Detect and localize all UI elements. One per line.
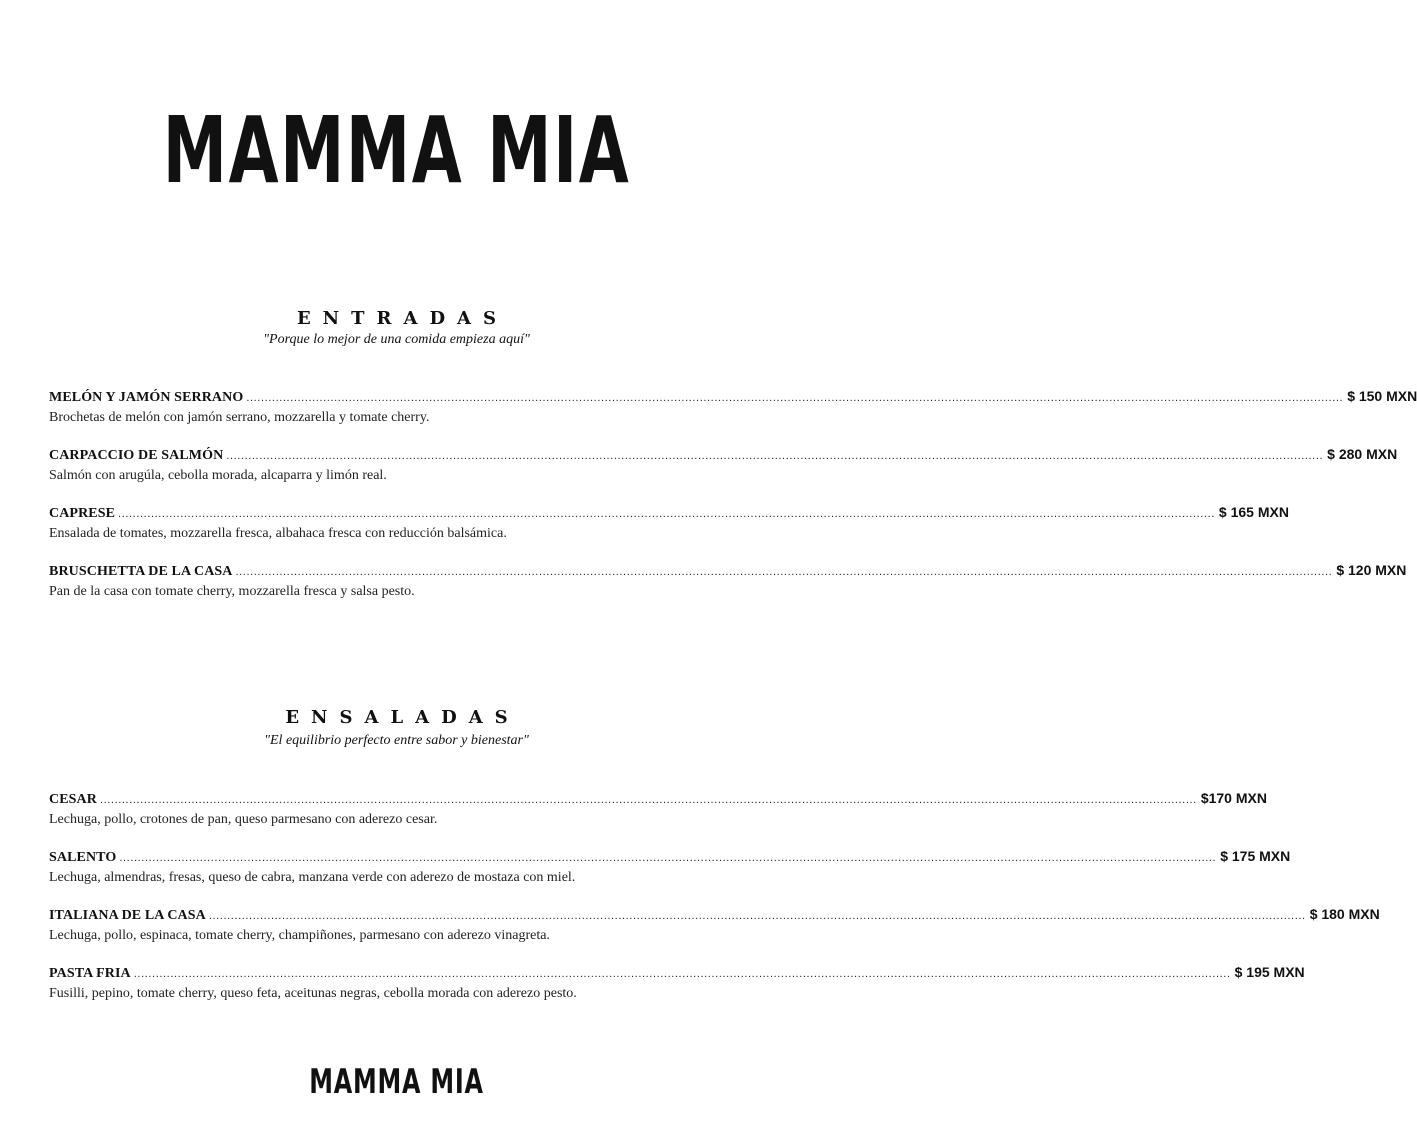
footer-logo: MAMMA MIA bbox=[309, 1062, 484, 1102]
dot-leader: ............................................................................................................................................................................................................................................................................................................ bbox=[119, 852, 1217, 864]
item-price: $ 180 MXN bbox=[1309, 906, 1380, 922]
item-description: Lechuga, pollo, espinaca, tomate cherry, champiñones, parmesano con aderezo vinagreta. bbox=[49, 928, 550, 943]
item-name: CARPACCIO DE SALMÓN bbox=[49, 448, 224, 463]
item-name: BRUSCHETTA DE LA CASA bbox=[49, 564, 233, 579]
menu-item bbox=[49, 906, 1380, 946]
item-name: ITALIANA DE LA CASA bbox=[49, 908, 206, 923]
item-description: Ensalada de tomates, mozzarella fresca, albahaca fresca con reducción balsámica. bbox=[49, 526, 507, 541]
item-price: $ 150 MXN bbox=[1347, 388, 1417, 404]
item-name: PASTA FRIA bbox=[49, 966, 131, 981]
dot-leader: ............................................................................................................................................................................................................................................................................................................ bbox=[118, 508, 1215, 520]
menu-item bbox=[49, 790, 1267, 830]
dot-leader: ............................................................................................................................................................................................................................................................................................................ bbox=[208, 910, 1306, 922]
dot-leader: ............................................................................................................................................................................................................................................................................................................ bbox=[99, 794, 1197, 806]
item-price: $ 120 MXN bbox=[1336, 562, 1407, 578]
item-price: $ 195 MXN bbox=[1234, 964, 1305, 980]
item-price: $170 MXN bbox=[1200, 790, 1267, 806]
dot-leader: ............................................................................................................................................................................................................................................................................................................ bbox=[246, 392, 1344, 404]
section-title-entradas: ENTRADAS bbox=[296, 308, 509, 329]
menu-item bbox=[49, 562, 1407, 602]
item-description: Salmón con arugúla, cebolla morada, alcaparra y limón real. bbox=[49, 468, 387, 483]
section-tagline-ensaladas: "El equilibrio perfecto entre sabor y bienestar" bbox=[264, 733, 529, 748]
menu-item bbox=[49, 504, 1289, 544]
item-price: $ 175 MXN bbox=[1220, 848, 1291, 864]
item-description: Lechuga, almendras, fresas, queso de cabra, manzana verde con aderezo de mostaza con miel. bbox=[49, 870, 576, 885]
item-name: MELÓN Y JAMÓN SERRANO bbox=[49, 390, 244, 405]
dot-leader: ............................................................................................................................................................................................................................................................................................................ bbox=[133, 968, 1231, 980]
item-description: Lechuga, pollo, crotones de pan, queso parmesano con aderezo cesar. bbox=[49, 812, 438, 827]
item-description: Brochetas de melón con jamón serrano, mozzarella y tomate cherry. bbox=[49, 410, 430, 425]
item-name: SALENTO bbox=[49, 850, 117, 865]
section-title-ensaladas: ENSALADAS bbox=[285, 707, 520, 728]
item-price: $ 280 MXN bbox=[1327, 446, 1398, 462]
brand-logo: MAMMA MIA bbox=[162, 97, 631, 204]
dot-leader: ............................................................................................................................................................................................................................................................................................................ bbox=[235, 566, 1333, 578]
item-description: Pan de la casa con tomate cherry, mozzarella fresca y salsa pesto. bbox=[49, 584, 415, 599]
item-name: CAPRESE bbox=[49, 506, 116, 521]
item-description: Fusilli, pepino, tomate cherry, queso feta, aceitunas negras, cebolla morada con aderezo pesto. bbox=[49, 986, 577, 1001]
item-name: CESAR bbox=[49, 792, 97, 807]
menu-item bbox=[49, 446, 1398, 486]
menu-item bbox=[49, 964, 1305, 1004]
menu-item bbox=[49, 388, 1417, 428]
item-price: $ 165 MXN bbox=[1218, 504, 1289, 520]
dot-leader: ............................................................................................................................................................................................................................................................................................................ bbox=[226, 450, 1324, 462]
menu-item bbox=[49, 848, 1291, 888]
section-tagline-entradas: "Porque lo mejor de una comida empieza aquí" bbox=[263, 332, 530, 347]
